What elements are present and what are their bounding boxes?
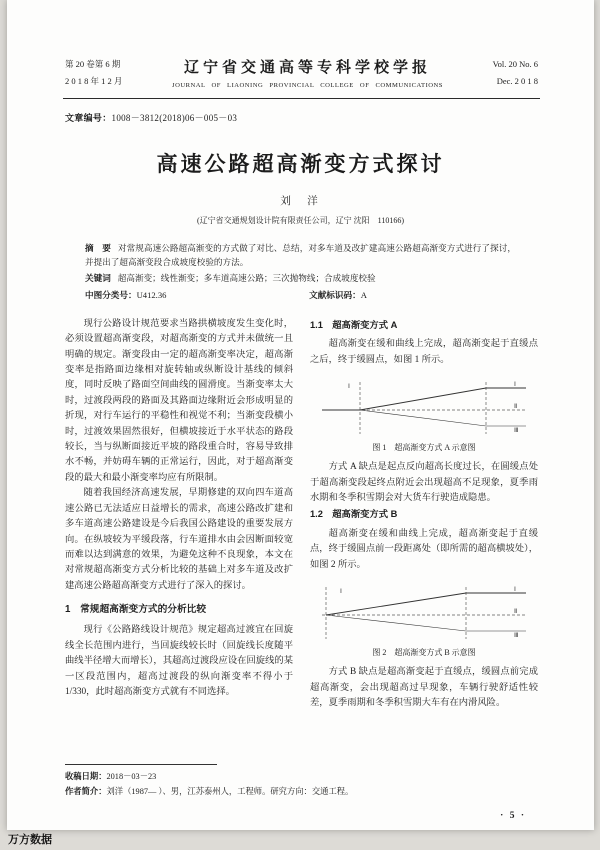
figure-2-diagram (312, 581, 536, 643)
received-date-line (65, 769, 547, 785)
article-id (65, 111, 594, 124)
doc-code-label: 文献标识码： (309, 289, 361, 300)
paragraph: 超高渐变在缓和曲线上完成，超高渐变起于直缓点之后，终于缓圆点，如图 1 所示。 (310, 339, 538, 365)
issue-info-en (493, 56, 538, 88)
journal-title-en: JOURNAL OF LIAONING PROVINCIAL COLLEGE OF COMMUNICATIONS (172, 82, 443, 89)
page-number: · 5 · (500, 811, 526, 821)
author-bio-line (65, 784, 547, 800)
paragraph: 现行公路设计规范要求当路拱横坡度发生变化时，必须设置超高渐变段，对超高渐变的方式并未做统一且明确的规定。渐变段由一定的超高渐变率决定，超高渐变率是指路面边缘相对旋转轴或纵断设计基线的倾斜度，同时反映了路面空间曲线的圆滑度。当渐变率太大时，过渡段两段的路面及其路面边缘附近会形成明显的折现，对行车运行的平稳性和视觉不利；当渐变段横小时，过渡效果固然很好，但横坡接近于水平状态的路段较长，当与纵断面接近平坡的路段重合时，容易导致排水不畅，并妨碍车辆的正常运行，因此，对于超高渐变段的最大和最小渐变率均应有所限制。 (65, 318, 293, 483)
article-id-label: 文章编号： (65, 113, 112, 123)
figure-2 (312, 581, 536, 659)
doc-code-group (309, 288, 367, 302)
header-divider (63, 98, 540, 99)
figure-2-label: Ⅰ (514, 586, 516, 594)
issue-volume-en: Vol. 20 No. 6 (492, 59, 538, 70)
journal-title-block (122, 56, 492, 89)
footnote-block (65, 764, 547, 800)
figure-2-label: Ⅰ (340, 588, 342, 596)
wanfang-watermark: 万方数据 (8, 834, 52, 846)
paper-title: 高速公路超高渐变方式探讨 (156, 152, 445, 176)
received-date-value: 2018－03－23 (106, 771, 157, 781)
paragraph: 方式 A 缺点是起点反向超高长度过长，在圆缓点处于超高渐变段起终点附近会出现超高不足现象，夏季雨水期和冬季积雪期会对大货车行驶造成隐患。 (310, 462, 538, 504)
issue-date-en: Dec. 2 0 1 8 (496, 75, 538, 86)
paper-page (7, 0, 594, 830)
figure-2-label: Ⅱ (514, 608, 518, 616)
clc-label: 中图分类号： (85, 289, 137, 300)
paragraph: 随着我国经济高速发展，早期修建的双向四车道高速公路已无法适应日益增长的需求，高速公路改扩建和多车道高速公路建设是今后我国公路建设的重要发展方向。在纵坡较为平缓段落，行车道排水由会因断面较宽而难以达到满意的效果，为避免这种不良现象，本文在对常规超高渐变方式分析比较的基础上对多车道及改扩建高速公路超高渐变方式进行了深入的探讨。 (65, 488, 293, 591)
author-affiliation: (辽宁省交通规划设计院有限责任公司，辽宁 沈阳 110166) (196, 216, 405, 225)
section-heading-1-1: 1.1 超高渐变方式 A (310, 319, 398, 330)
journal-title-cn: 辽宁省交通高等专科学校学报 (183, 59, 431, 76)
two-column-body (65, 317, 538, 712)
left-column (65, 317, 293, 712)
article-id-value: 1008－3812(2018)06－005－03 (111, 113, 238, 123)
doc-code-value: A (360, 289, 367, 300)
clc-value: U412.36 (136, 289, 167, 300)
paragraph: 超高渐变在缓和曲线上完成，超高渐变起于直缓点，终于缓圆点前一段距离处（即所需的超高横坡处），如图 2 所示。 (310, 528, 538, 570)
author-name: 刘 洋 (280, 196, 321, 207)
figure-1-caption: 图 1 超高渐变方式 A 示意图 (372, 442, 476, 452)
figure-1-diagram (312, 376, 536, 438)
issue-info-cn (65, 56, 122, 88)
keywords-label: 关键词 (85, 273, 111, 284)
classification-line (85, 288, 516, 302)
section-heading-1: 1 常规超高渐变方式的分析比较 (65, 604, 207, 616)
journal-header (65, 56, 538, 89)
author-bio-label: 作者简介： (65, 786, 107, 797)
keywords-line (85, 271, 516, 285)
received-date-label: 收稿日期： (65, 770, 107, 781)
figure-1 (312, 376, 536, 454)
right-column (310, 317, 538, 712)
figure-2-label: Ⅲ (514, 632, 519, 640)
abstract-block (85, 241, 516, 302)
figure-1-label: Ⅲ (514, 426, 519, 434)
section-heading-1-2: 1.2 超高渐变方式 B (310, 509, 398, 520)
issue-volume-cn: 第 20 卷第 6 期 (65, 59, 121, 70)
paragraph: 方式 B 缺点是超高渐变起于直缓点，缓圆点前完成超高渐变，会出现超高过早现象，车辆行驶舒适性较差，夏季雨期和冬季积雪期大车有在内滑风险。 (310, 667, 538, 709)
issue-date-cn: 2 0 1 8 年 1 2 月 (65, 75, 123, 86)
abstract-line (85, 241, 516, 269)
author-bio-value: 刘洋（1987— ）、男，江苏泰州人，工程师。研究方向：交通工程。 (106, 787, 354, 797)
figure-1-label: Ⅱ (514, 402, 518, 410)
clc-group (85, 288, 309, 302)
figure-2-caption: 图 2 超高渐变方式 B 示意图 (372, 648, 476, 658)
footnote-divider (65, 764, 217, 765)
paragraph: 现行《公路路线设计规范》规定超高过渡宜在回旋线全长范围内进行，当回旋线较长时（回旋线长度随平曲线半径增大而增长），其超高过渡段应设在回旋线的某一区段范围内，超高过渡段的纵向渐变率不得小于 1/330，此时超高渐变方式就有不同选择。 (65, 625, 293, 698)
abstract-text: 对常规高速公路超高渐变的方式做了对比、总结，对多车道及改扩建高速公路超高渐变方式进行了探讨，并提出了超高渐变段合成坡度校验的方法。 (85, 243, 516, 268)
abstract-label: 摘 要 (85, 243, 111, 253)
figure-1-label: Ⅰ (348, 382, 350, 390)
figure-1-label: Ⅰ (514, 380, 516, 388)
keywords-text: 超高渐变；线性渐变；多车道高速公路；三次抛物线；合成坡度校验 (117, 273, 376, 284)
